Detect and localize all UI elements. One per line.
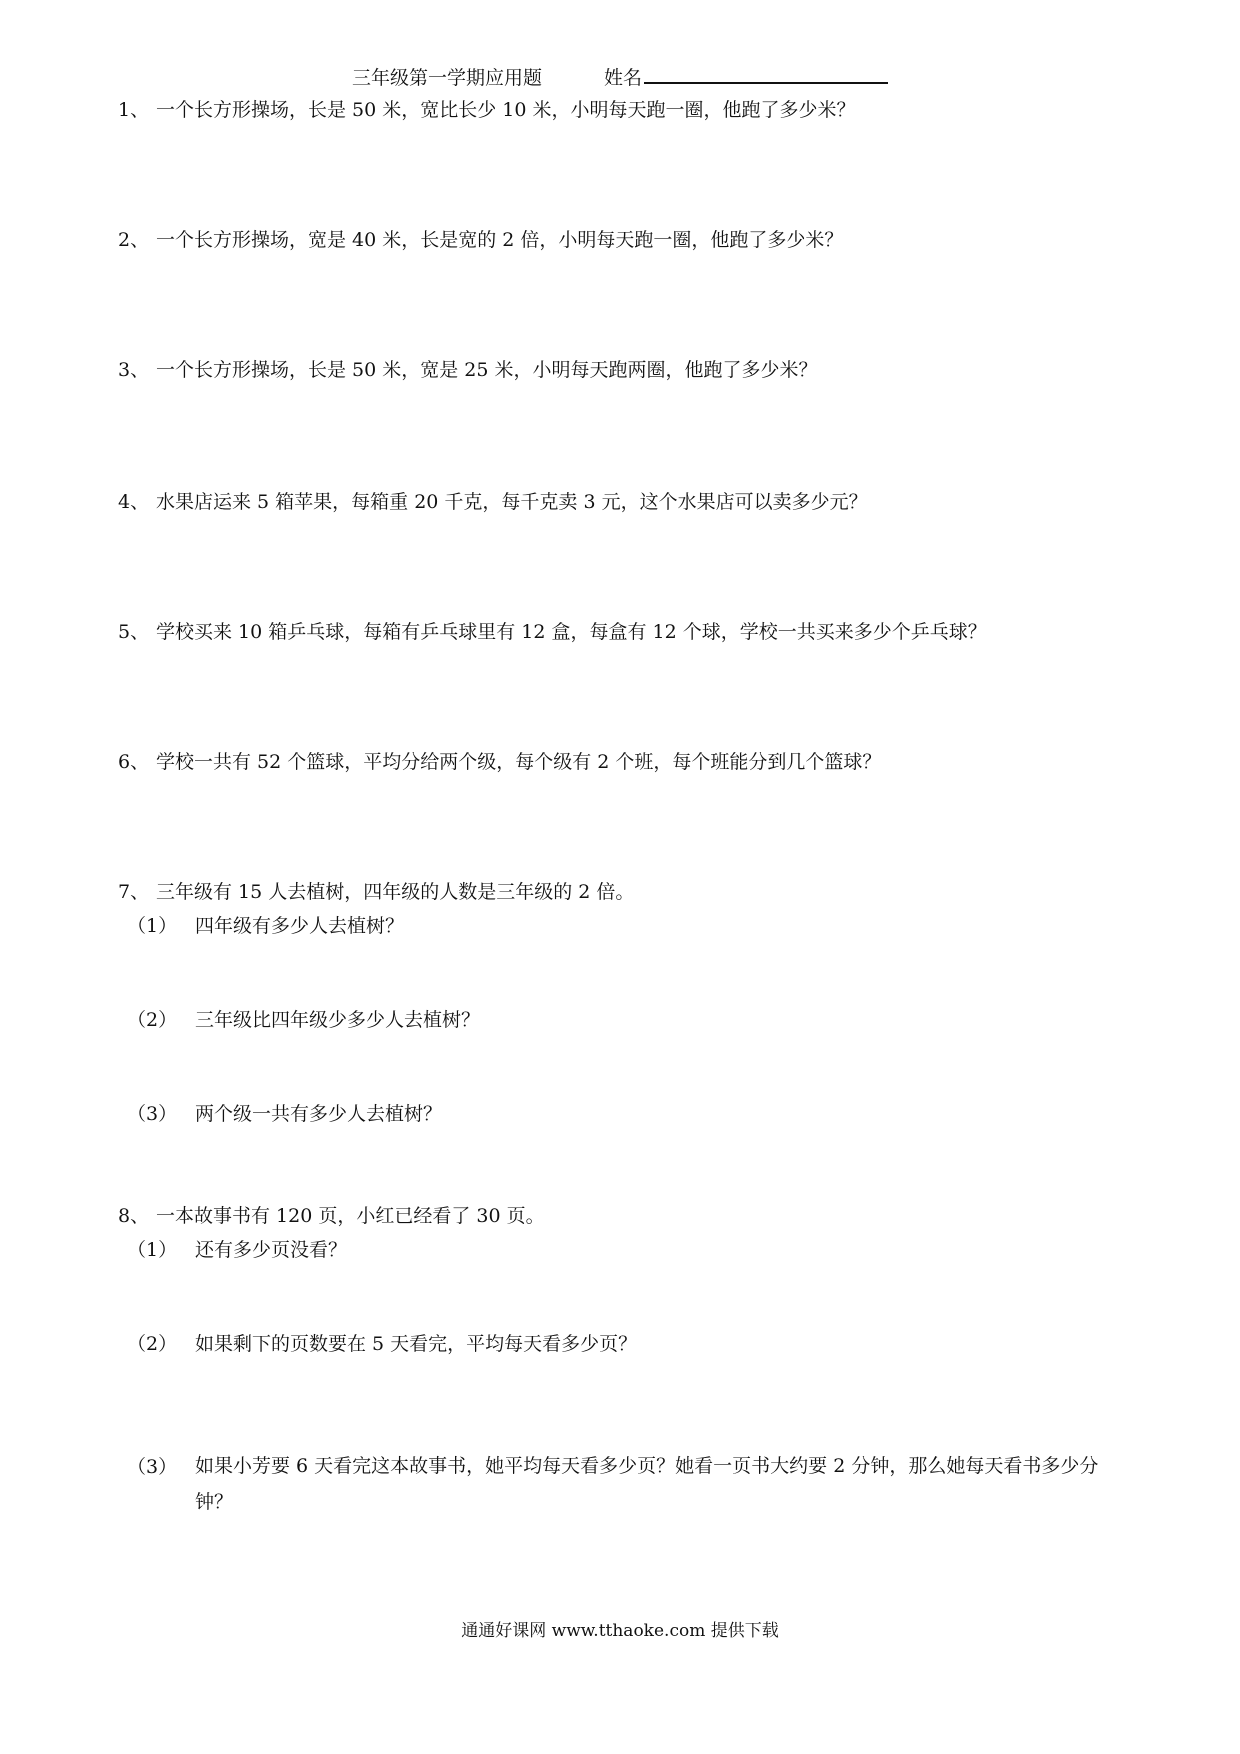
question-text: 一个长方形操场，宽是 40 米，长是宽的 2 倍，小明每天跑一圈，他跑了多少米？	[156, 229, 844, 251]
question-7-sub-3	[127, 1102, 442, 1127]
footer-credit: 通通好课网 www.tthaoke.com 提供下载	[461, 1621, 779, 1641]
sub-question-text: 三年级比四年级少多少人去植树？	[195, 1009, 481, 1031]
question-number: 2、	[118, 229, 150, 251]
sub-question-text: 四年级有多少人去植树？	[195, 915, 405, 937]
question-number: 3、	[118, 359, 150, 381]
question-text: 一个长方形操场，长是 50 米，宽是 25 米，小明每天跑两圈，他跑了多少米？	[156, 359, 818, 381]
sub-question-text: 如果剩下的页数要在 5 天看完，平均每天看多少页？	[195, 1333, 638, 1355]
question-5	[118, 620, 987, 645]
sub-question-number: （2）	[127, 1009, 178, 1031]
question-1	[118, 98, 856, 123]
question-8-sub-2	[127, 1332, 637, 1357]
question-number: 5、	[118, 621, 150, 643]
question-7-sub-2	[127, 1008, 480, 1033]
question-text: 一个长方形操场，长是 50 米，宽比长少 10 米，小明每天跑一圈，他跑了多少米？	[156, 99, 856, 121]
sub-question-text: 如果小芳要 6 天看完这本故事书，她平均每天看多少页？她看一页书大约要 2 分钟，那么她每天看书多少分钟？	[195, 1455, 1099, 1513]
question-6	[118, 750, 881, 775]
worksheet-header	[0, 62, 1240, 91]
sub-question-number: （1）	[127, 915, 178, 937]
question-text: 水果店运来 5 箱苹果，每箱重 20 千克，每千克卖 3 元，这个水果店可以卖多少元？	[156, 491, 868, 513]
question-text: 学校一共有 52 个篮球，平均分给两个级，每个级有 2 个班，每个班能分到几个篮球？	[156, 751, 882, 773]
question-3	[118, 358, 818, 383]
sub-question-text: 还有多少页没看？	[195, 1239, 348, 1261]
question-text: 学校买来 10 箱乒乓球，每箱有乒乓球里有 12 盒，每盒有 12 个球，学校一共买来多少个乒乓球？	[156, 621, 987, 643]
question-8-sub-1	[127, 1238, 347, 1263]
worksheet-title: 三年级第一学期应用题	[351, 67, 542, 89]
question-8	[118, 1204, 545, 1229]
question-7	[118, 880, 634, 905]
sub-question-number: （1）	[127, 1239, 178, 1261]
question-text: 三年级有 15 人去植树，四年级的人数是三年级的 2 倍。	[156, 881, 635, 903]
question-7-sub-1	[127, 914, 404, 939]
question-number: 1、	[118, 99, 150, 121]
question-number: 7、	[118, 881, 150, 903]
name-label: 姓名	[604, 67, 643, 89]
question-2	[118, 228, 843, 253]
question-number: 8、	[118, 1205, 150, 1227]
question-number: 6、	[118, 751, 150, 773]
question-4	[118, 490, 868, 515]
name-blank-line[interactable]	[644, 62, 888, 84]
sub-question-text: 两个级一共有多少人去植树？	[195, 1103, 443, 1125]
sub-question-number: （3）	[127, 1103, 178, 1125]
question-number: 4、	[118, 491, 150, 513]
question-text: 一本故事书有 120 页，小红已经看了 30 页。	[156, 1205, 545, 1227]
question-8-sub-3	[127, 1455, 1127, 1520]
sub-question-number: （3）	[127, 1456, 178, 1478]
sub-question-number: （2）	[127, 1333, 178, 1355]
